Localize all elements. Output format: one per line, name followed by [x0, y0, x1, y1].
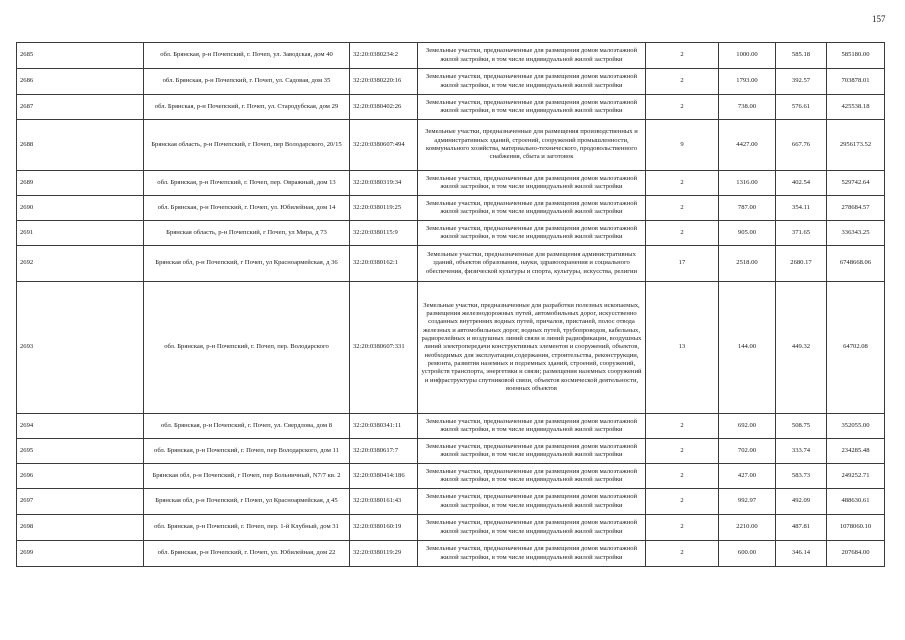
specific-value-cell: 354.11 [776, 196, 827, 221]
area-cell: 702.00 [719, 439, 776, 464]
cadastral-value-cell: 1078060.10 [827, 515, 885, 541]
specific-value-cell: 583.73 [776, 464, 827, 489]
specific-value-cell: 667.76 [776, 120, 827, 171]
row-number-cell: 2695 [17, 439, 144, 464]
cadastral-value-cell: 207684.00 [827, 541, 885, 567]
use-code-cell: 2 [646, 414, 719, 439]
table-row [17, 282, 885, 414]
cadastral-value-cell: 336343.25 [827, 221, 885, 246]
permitted-use-cell: Земельные участки, предназначенные для размещения домов малоэтажной жилой застройки, в том числе индивидуальной жилой застройки [418, 95, 646, 120]
permitted-use-cell: Земельные участки, предназначенные для размещения домов малоэтажной жилой застройки, в том числе индивидуальной жилой застройки [418, 541, 646, 567]
area-cell: 1793.00 [719, 69, 776, 95]
address-cell: Брянская обл, р-н Почепский, г Почеп, пер Больничный, N7/7 кв. 2 [144, 464, 350, 489]
page-number: 157 [872, 14, 886, 24]
table-row [17, 489, 885, 515]
table-row [17, 515, 885, 541]
address-cell: Брянская обл, р-н Почепский, г Почеп, ул Красноармейская, д 45 [144, 489, 350, 515]
cadastral-value-cell: 352055.00 [827, 414, 885, 439]
use-code-cell: 2 [646, 43, 719, 69]
use-code-cell: 2 [646, 196, 719, 221]
area-cell: 2518.00 [719, 246, 776, 282]
cadastral-value-cell: 234285.48 [827, 439, 885, 464]
use-code-cell: 2 [646, 515, 719, 541]
specific-value-cell: 371.65 [776, 221, 827, 246]
address-cell: обл. Брянская, р-н Почепский, г. Почеп, пер. 1-й Клубный, дом 31 [144, 515, 350, 541]
address-cell: обл. Брянская, р-н Почепский, г. Почеп, ул. Юбилейная, дом 22 [144, 541, 350, 567]
address-cell: обл. Брянская, р-н Почепский, г. Почеп, ул. Свердлова, дом 8 [144, 414, 350, 439]
area-cell: 600.00 [719, 541, 776, 567]
specific-value-cell: 449.32 [776, 282, 827, 414]
cadastral-number-cell: 32:20:0380160:19 [350, 515, 418, 541]
table-row [17, 171, 885, 196]
use-code-cell: 2 [646, 439, 719, 464]
permitted-use-cell: Земельные участки, предназначенные для размещения домов малоэтажной жилой застройки, в том числе индивидуальной жилой застройки [418, 489, 646, 515]
table-row [17, 221, 885, 246]
specific-value-cell: 333.74 [776, 439, 827, 464]
registry-body [17, 43, 885, 567]
row-number-cell: 2694 [17, 414, 144, 439]
permitted-use-cell: Земельные участки, предназначенные для размещения домов малоэтажной жилой застройки, в том числе индивидуальной жилой застройки [418, 43, 646, 69]
specific-value-cell: 576.61 [776, 95, 827, 120]
cadastral-value-cell: 6748668.06 [827, 246, 885, 282]
row-number-cell: 2699 [17, 541, 144, 567]
use-code-cell: 2 [646, 171, 719, 196]
cadastral-value-cell: 425538.18 [827, 95, 885, 120]
address-cell: обл. Брянская, р-н Почепский, г. Почеп, ул. Юбилейная, дом 14 [144, 196, 350, 221]
address-cell: обл. Брянская, р-н Почепский, г. Почеп, ул. Заводская, дом 40 [144, 43, 350, 69]
specific-value-cell: 392.57 [776, 69, 827, 95]
row-number-cell: 2698 [17, 515, 144, 541]
cadastral-number-cell: 32:20:0380115:9 [350, 221, 418, 246]
row-number-cell: 2693 [17, 282, 144, 414]
row-number-cell: 2686 [17, 69, 144, 95]
address-cell: Брянская область, р-н Почепский, г Почеп, пер Володарского, 20/15 [144, 120, 350, 171]
address-cell: обл. Брянская, р-н Почепский, г. Почеп, пер Володарского, дом 11 [144, 439, 350, 464]
address-cell: обл. Брянская, р-н Почепский, г. Почеп, пер. Володарского [144, 282, 350, 414]
table-row [17, 414, 885, 439]
table-row [17, 95, 885, 120]
cadastral-value-cell: 488630.61 [827, 489, 885, 515]
use-code-cell: 2 [646, 221, 719, 246]
address-cell: Брянская обл, р-н Почепский, г Почеп, ул Красноармейская, д 36 [144, 246, 350, 282]
table-row [17, 120, 885, 171]
cadastral-value-cell: 249252.71 [827, 464, 885, 489]
row-number-cell: 2690 [17, 196, 144, 221]
permitted-use-cell: Земельные участки, предназначенные для размещения производственных и административных зданий, строений, сооружений промышленности, коммунального хозяйства, материально-технического, продовольственного снабжения, сбыта и заготовок [418, 120, 646, 171]
cadastral-number-cell: 32:20:0380161:43 [350, 489, 418, 515]
table-row [17, 196, 885, 221]
permitted-use-cell: Земельные участки, предназначенные для размещения домов малоэтажной жилой застройки, в том числе индивидуальной жилой застройки [418, 515, 646, 541]
row-number-cell: 2696 [17, 464, 144, 489]
area-cell: 692.00 [719, 414, 776, 439]
address-cell: обл. Брянская, р-н Почепский, г. Почеп, ул. Садовая, дом 35 [144, 69, 350, 95]
cadastral-number-cell: 32:20:0380119:29 [350, 541, 418, 567]
row-number-cell: 2685 [17, 43, 144, 69]
area-cell: 738.00 [719, 95, 776, 120]
permitted-use-cell: Земельные участки, предназначенные для размещения домов малоэтажной жилой застройки, в том числе индивидуальной жилой застройки [418, 196, 646, 221]
cadastral-value-cell: 703878.01 [827, 69, 885, 95]
row-number-cell: 2692 [17, 246, 144, 282]
area-cell: 4427.00 [719, 120, 776, 171]
table-row [17, 541, 885, 567]
use-code-cell: 9 [646, 120, 719, 171]
cadastral-value-cell: 585180.00 [827, 43, 885, 69]
permitted-use-cell: Земельные участки, предназначенные для разработки полезных ископаемых, размещения железнодорожных путей, автомобильных дорог, искусственно созданных внутренних водных путей, причалов, пристаней, полос отвода железных и автомобильных дорог, водных путей, трубопроводов, кабельных, радиорелейных и воздушных линий связи и линий радиофикации, воздушных линий электропередачи конструктивных элементов и сооружений, объектов, необходимых для эксплуатации,содержания, строительства, реконструкции, ремонта, развития наземных и подземных зданий, строений, сооружений, устройств транспорта, энергетики и связи; размещения наземных сооружений и инфраструктуры спутниковой связи, объектов космической деятельности, военных объектов [418, 282, 646, 414]
row-number-cell: 2688 [17, 120, 144, 171]
cadastral-number-cell: 32:20:0380319:34 [350, 171, 418, 196]
area-cell: 1316.00 [719, 171, 776, 196]
cadastral-number-cell: 32:20:0380607:494 [350, 120, 418, 171]
cadastral-number-cell: 32:20:0380220:16 [350, 69, 418, 95]
table-row [17, 43, 885, 69]
table-row [17, 464, 885, 489]
address-cell: обл. Брянская, р-н Почепский, г. Почеп, пер. Овражный, дом 13 [144, 171, 350, 196]
use-code-cell: 2 [646, 95, 719, 120]
cadastral-number-cell: 32:20:0380414:186 [350, 464, 418, 489]
permitted-use-cell: Земельные участки, предназначенные для размещения домов малоэтажной жилой застройки, в том числе индивидуальной жилой застройки [418, 439, 646, 464]
row-number-cell: 2691 [17, 221, 144, 246]
use-code-cell: 2 [646, 541, 719, 567]
use-code-cell: 2 [646, 69, 719, 95]
specific-value-cell: 508.75 [776, 414, 827, 439]
specific-value-cell: 487.81 [776, 515, 827, 541]
cadastral-number-cell: 32:20:0380341:11 [350, 414, 418, 439]
row-number-cell: 2687 [17, 95, 144, 120]
area-cell: 905.00 [719, 221, 776, 246]
area-cell: 144.00 [719, 282, 776, 414]
area-cell: 992.97 [719, 489, 776, 515]
area-cell: 2210.00 [719, 515, 776, 541]
permitted-use-cell: Земельные участки, предназначенные для размещения домов малоэтажной жилой застройки, в том числе индивидуальной жилой застройки [418, 171, 646, 196]
use-code-cell: 13 [646, 282, 719, 414]
cadastral-value-cell: 529742.64 [827, 171, 885, 196]
permitted-use-cell: Земельные участки, предназначенные для размещения домов малоэтажной жилой застройки, в том числе индивидуальной жилой застройки [418, 221, 646, 246]
area-cell: 787.00 [719, 196, 776, 221]
area-cell: 427.00 [719, 464, 776, 489]
specific-value-cell: 402.54 [776, 171, 827, 196]
cadastral-value-cell: 2956173.52 [827, 120, 885, 171]
table-row [17, 69, 885, 95]
permitted-use-cell: Земельные участки, предназначенные для размещения домов малоэтажной жилой застройки, в том числе индивидуальной жилой застройки [418, 414, 646, 439]
row-number-cell: 2689 [17, 171, 144, 196]
row-number-cell: 2697 [17, 489, 144, 515]
specific-value-cell: 2680.17 [776, 246, 827, 282]
area-cell: 1000.00 [719, 43, 776, 69]
use-code-cell: 2 [646, 464, 719, 489]
cadastral-number-cell: 32:20:0380607:331 [350, 282, 418, 414]
cadastral-number-cell: 32:20:0380119:25 [350, 196, 418, 221]
cadastral-number-cell: 32:20:0380162:1 [350, 246, 418, 282]
permitted-use-cell: Земельные участки, предназначенные для размещения домов малоэтажной жилой застройки, в том числе индивидуальной жилой застройки [418, 464, 646, 489]
address-cell: Брянская область, р-н Почепский, г Почеп, ул Мира, д 73 [144, 221, 350, 246]
use-code-cell: 17 [646, 246, 719, 282]
specific-value-cell: 585.18 [776, 43, 827, 69]
address-cell: обл. Брянская, р-н Почепский, г. Почеп, ул. Стародубская, дом 29 [144, 95, 350, 120]
cadastral-value-cell: 64702.08 [827, 282, 885, 414]
table-row [17, 439, 885, 464]
table-row [17, 246, 885, 282]
use-code-cell: 2 [646, 489, 719, 515]
specific-value-cell: 346.14 [776, 541, 827, 567]
specific-value-cell: 492.09 [776, 489, 827, 515]
cadastral-number-cell: 32:20:0380234:2 [350, 43, 418, 69]
registry-table [16, 42, 885, 567]
cadastral-number-cell: 32:20:0380402:26 [350, 95, 418, 120]
permitted-use-cell: Земельные участки, предназначенные для размещения домов малоэтажной жилой застройки, в том числе индивидуальной жилой застройки [418, 69, 646, 95]
permitted-use-cell: Земельные участки, предназначенные для размещения административных зданий, объектов образования, науки, здравоохранения и социального обеспечения, физической культуры и спорта, культуры, искусства, религии [418, 246, 646, 282]
cadastral-number-cell: 32:20:0380617:7 [350, 439, 418, 464]
cadastral-value-cell: 278684.57 [827, 196, 885, 221]
